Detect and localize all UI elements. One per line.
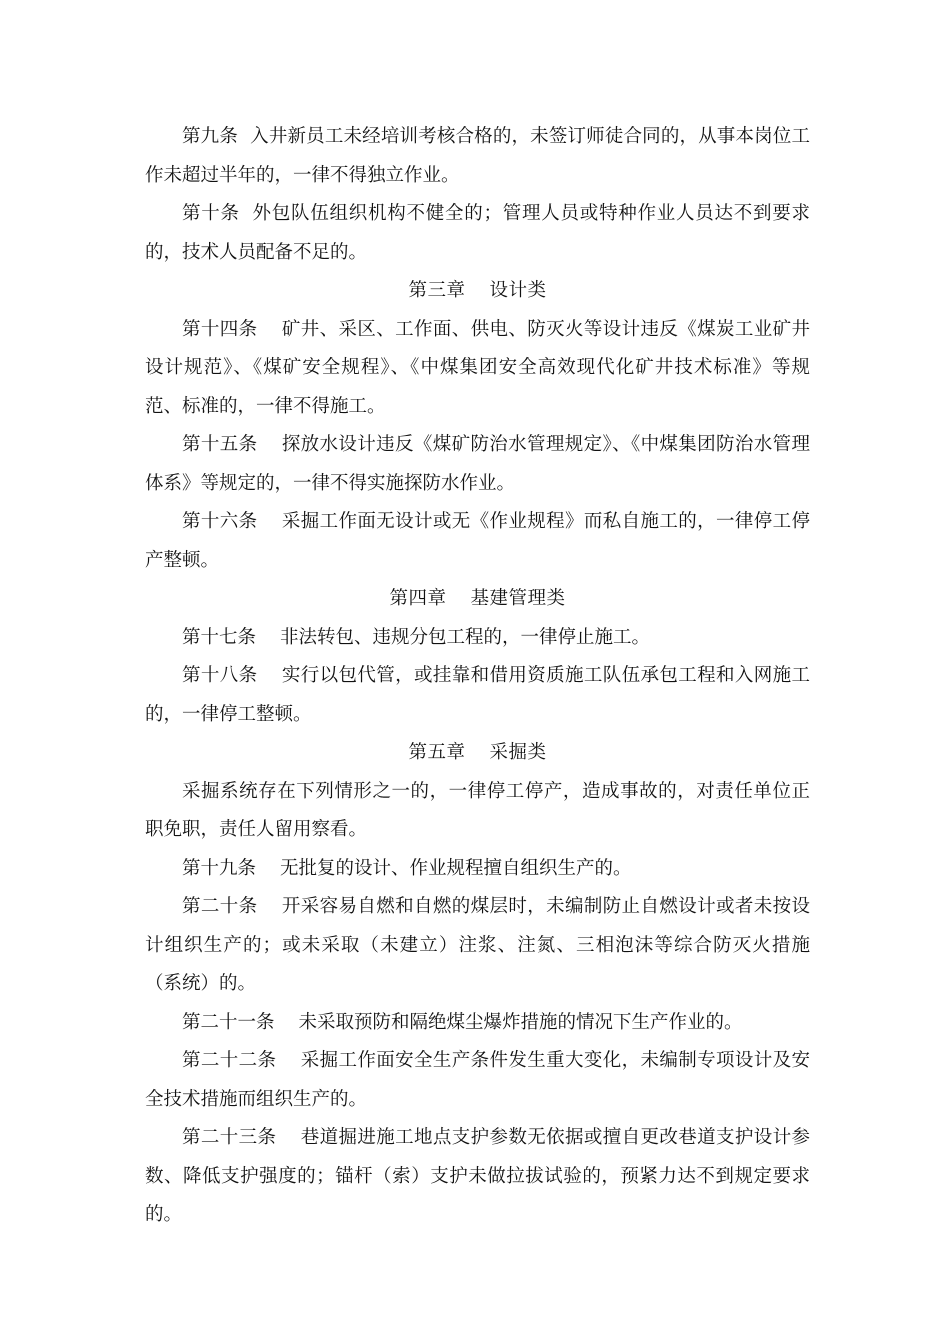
article-text: 未采取预防和隔绝煤尘爆炸措施的情况下生产作业的。 <box>298 1011 743 1033</box>
article-text: 探放水设计违反《煤矿防治水管理规定》、《中煤集团防治水管理体系》等规定的，一律不得实施探防水作业。 <box>145 434 810 494</box>
article-22 <box>145 1042 810 1119</box>
article-14 <box>145 311 810 427</box>
article-text: 无批复的设计、作业规程擅自组织生产的。 <box>280 857 632 879</box>
chapter-heading-5 <box>145 734 810 773</box>
chapter-title: 采掘类 <box>489 742 547 763</box>
article-text: 实行以包代管，或挂靠和借用资质施工队伍承包工程和入网施工的，一律停工整顿。 <box>145 665 810 725</box>
article-19 <box>145 850 810 889</box>
article-17 <box>145 619 810 658</box>
article-10 <box>145 195 810 272</box>
article-18 <box>145 657 810 734</box>
chapter-heading-4 <box>145 580 810 619</box>
chapter-title: 基建管理类 <box>470 588 566 609</box>
article-label: 第二十二条 <box>182 1050 277 1071</box>
article-text: 采掘工作面安全生产条件发生重大变化，未编制专项设计及安全技术措施而组织生产的。 <box>145 1050 810 1110</box>
article-label: 第十条 <box>182 203 240 224</box>
chapter-heading-3 <box>145 272 810 311</box>
article-text: 开采容易自燃和自燃的煤层时，未编制防止自燃设计或者未按设计组织生产的；或未采取（未建立）注浆、注氮、三相泡沫等综合防灭火措施（系统）的。 <box>145 896 810 994</box>
article-label: 第十八条 <box>182 665 258 686</box>
chapter-title: 设计类 <box>489 280 547 301</box>
article-15 <box>145 426 810 503</box>
article-9 <box>145 118 810 195</box>
article-text: 矿井、采区、工作面、供电、防灭火等设计违反《煤炭工业矿井设计规范》、《煤矿安全规程》、《中煤集团安全高效现代化矿井技术标准》等规范、标准的，一律不得施工。 <box>145 318 810 417</box>
article-label: 第十五条 <box>182 434 258 455</box>
chapter-intro <box>145 773 810 850</box>
article-text: 外包队伍组织机构不健全的；管理人员或特种作业人员达不到要求的，技术人员配备不足的。 <box>145 203 810 263</box>
chapter-label: 第五章 <box>408 742 466 763</box>
intro-text: 采掘系统存在下列情形之一的，一律停工停产，造成事故的，对责任单位正职免职，责任人留用察看。 <box>145 780 810 840</box>
article-text: 入井新员工未经培训考核合格的，未签订师徒合同的，从事本岗位工作未超过半年的，一律不得独立作业。 <box>145 126 810 186</box>
chapter-label: 第三章 <box>408 280 466 301</box>
article-label: 第九条 <box>182 126 238 147</box>
article-label: 第十六条 <box>182 511 258 532</box>
article-label: 第二十三条 <box>182 1127 277 1148</box>
article-label: 第十四条 <box>182 318 258 340</box>
article-16 <box>145 503 810 580</box>
article-label: 第二十条 <box>182 896 258 917</box>
article-text: 非法转包、违规分包工程的，一律停止施工。 <box>280 626 651 648</box>
article-label: 第十七条 <box>182 626 257 648</box>
article-label: 第十九条 <box>182 857 257 879</box>
chapter-label: 第四章 <box>389 588 447 609</box>
article-label: 第二十一条 <box>182 1011 275 1033</box>
article-text: 巷道掘进施工地点支护参数无依据或擅自更改巷道支护设计参数、降低支护强度的；锚杆（索）支护未做拉拔试验的，预紧力达不到规定要求的。 <box>145 1127 810 1225</box>
article-23 <box>145 1119 810 1235</box>
article-20 <box>145 888 810 1004</box>
document-body <box>145 118 810 1235</box>
article-text: 采掘工作面无设计或无《作业规程》而私自施工的，一律停工停产整顿。 <box>145 511 810 571</box>
article-21 <box>145 1004 810 1043</box>
